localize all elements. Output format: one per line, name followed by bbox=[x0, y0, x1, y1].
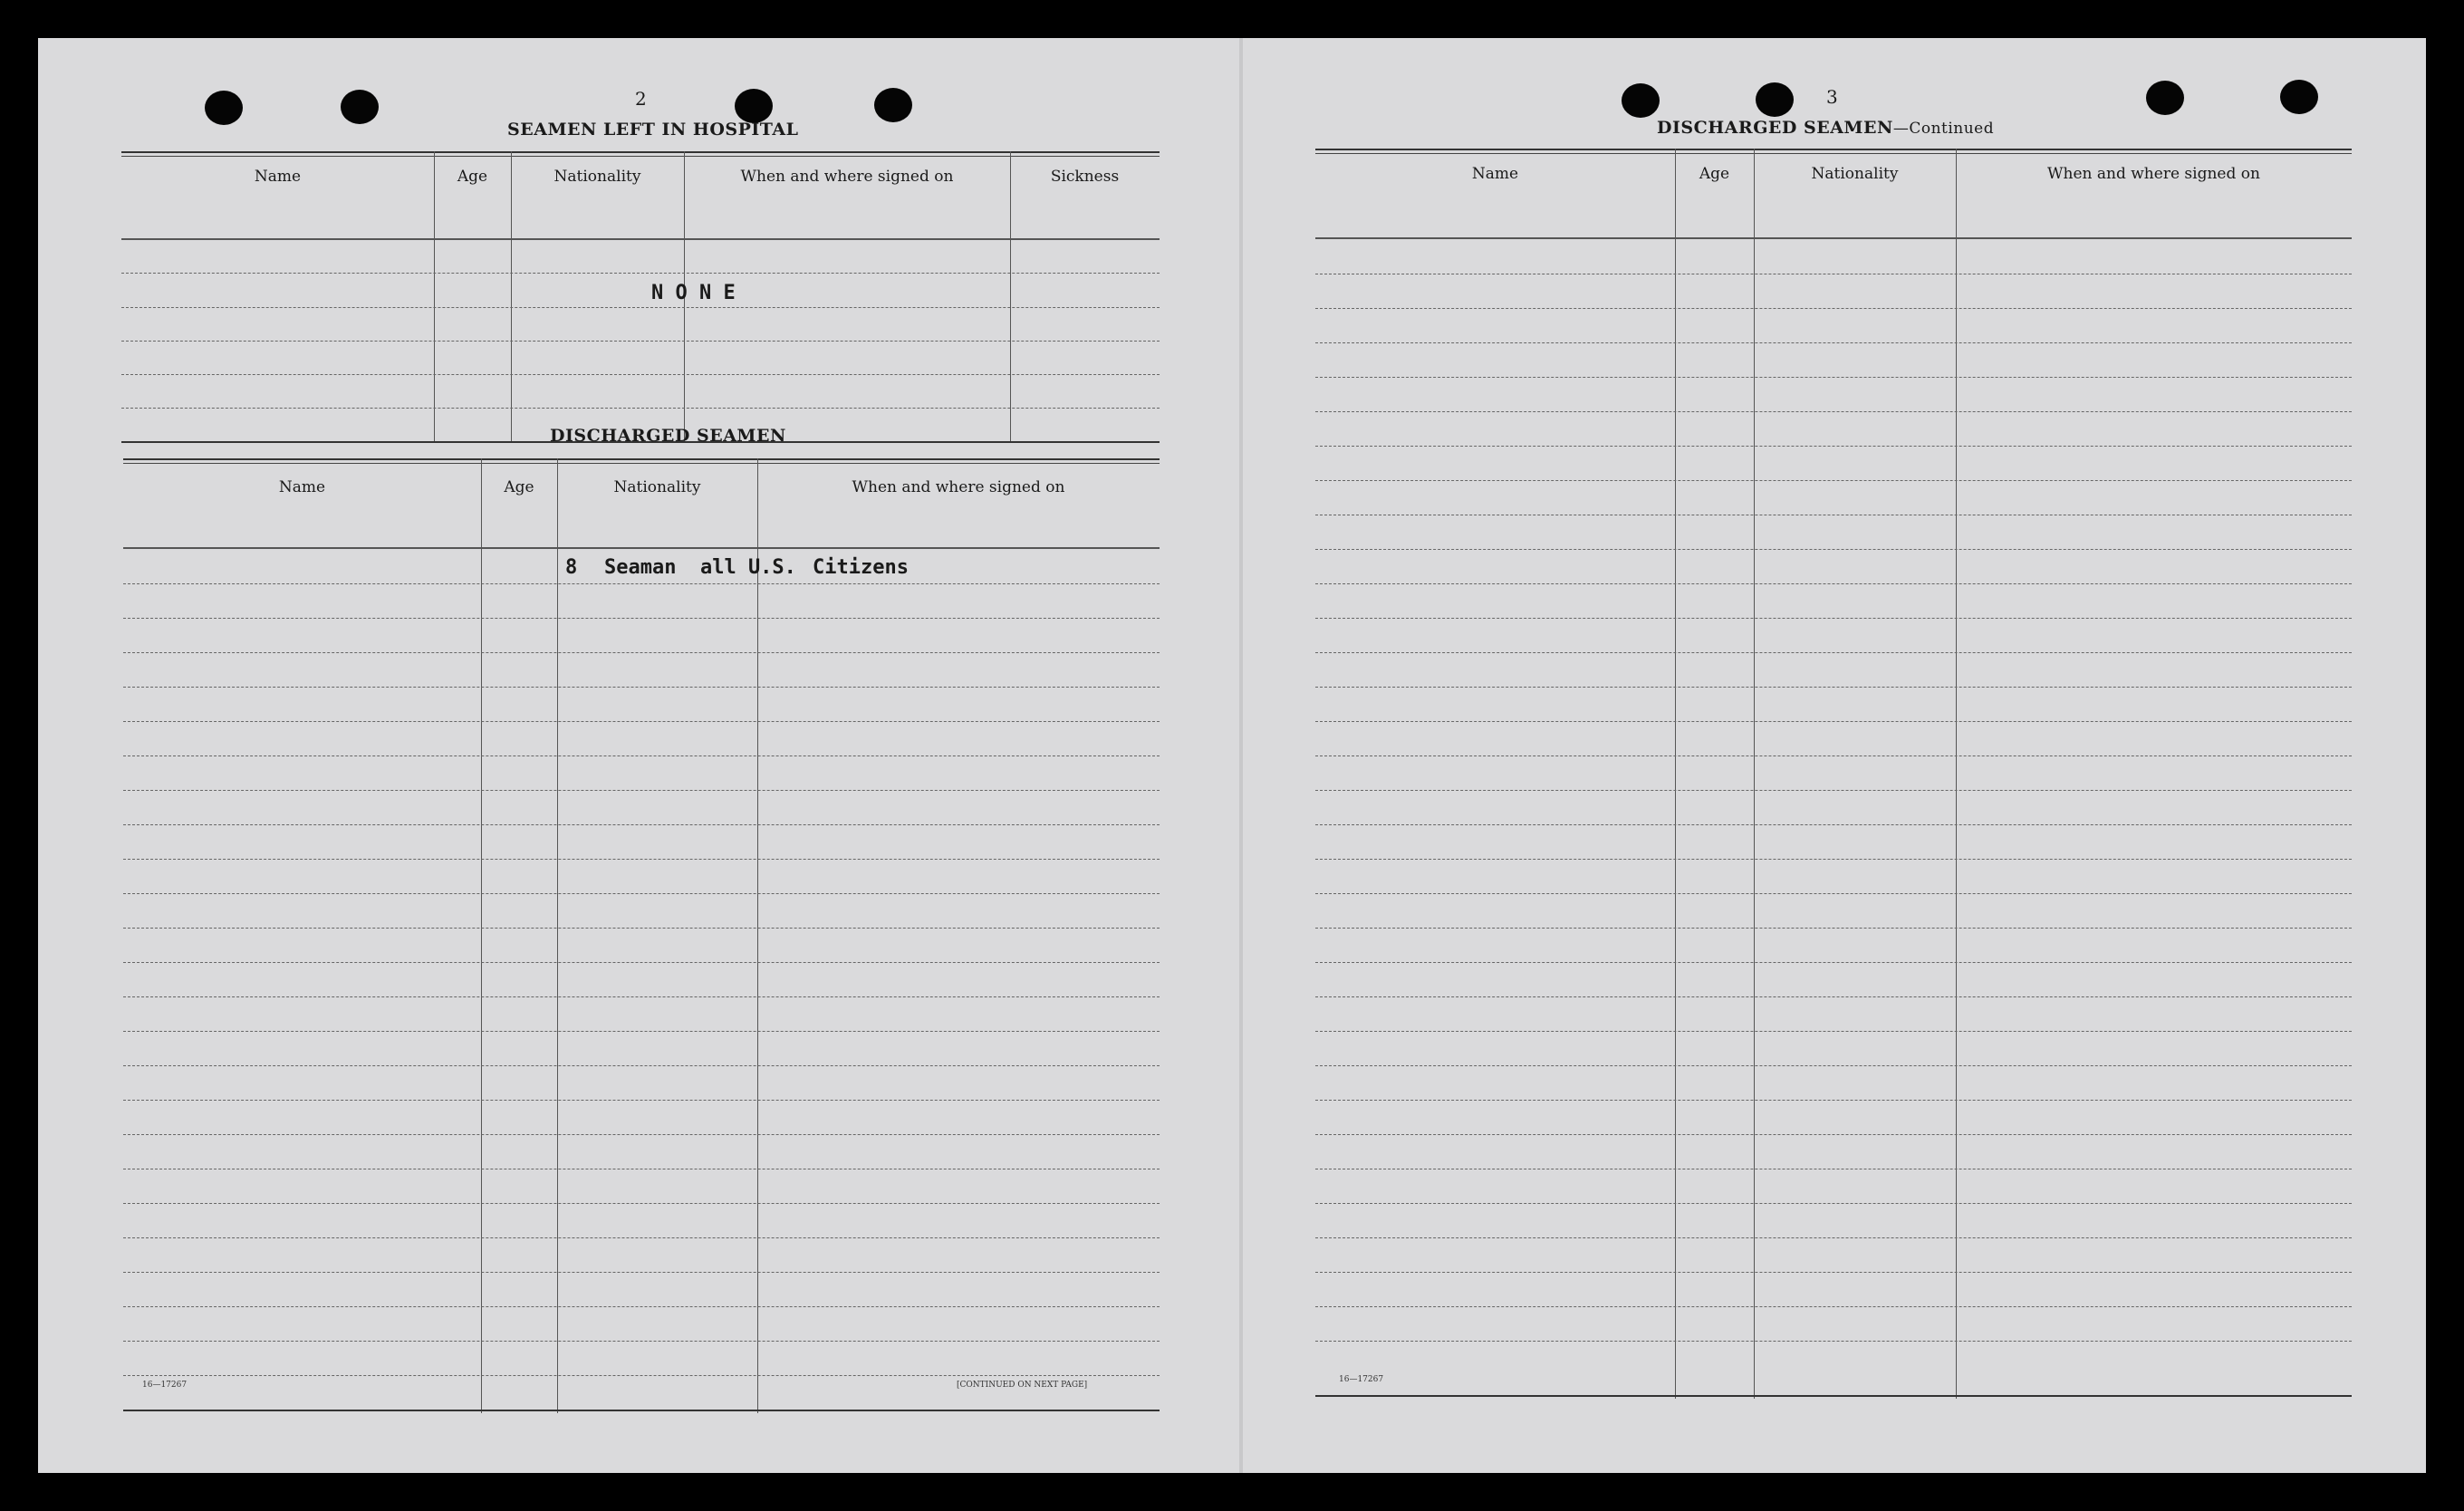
punch-hole bbox=[1756, 82, 1794, 117]
discharged-table-right bbox=[1315, 149, 2352, 1408]
punch-hole bbox=[735, 89, 773, 123]
left-page-number: 2 bbox=[635, 88, 647, 110]
page-fold bbox=[1239, 38, 1243, 1473]
hospital-entry-none: N O N E bbox=[651, 282, 736, 304]
hospital-col-signed-on: When and where signed on bbox=[740, 168, 954, 186]
punch-hole bbox=[2280, 80, 2318, 114]
discharged-entry-signed-on: Citizens bbox=[813, 556, 909, 579]
hospital-col-sickness: Sickness bbox=[1050, 168, 1120, 186]
right-footer-form-number: 16—17267 bbox=[1339, 1375, 1384, 1384]
right-section-title-main: DISCHARGED SEAMEN bbox=[1657, 118, 1893, 138]
right-col-signed-on: When and where signed on bbox=[2047, 165, 2260, 183]
hospital-table bbox=[121, 151, 1160, 450]
right-col-name: Name bbox=[1471, 165, 1519, 183]
punch-hole bbox=[1622, 83, 1660, 118]
right-section-title bbox=[1657, 118, 1994, 138]
punch-hole bbox=[341, 90, 379, 124]
discharged-section-title: DISCHARGED SEAMEN bbox=[550, 426, 786, 446]
ledger-sheet bbox=[38, 38, 2426, 1473]
discharged-entry-nationality: Seaman all U.S. bbox=[604, 556, 796, 579]
right-col-age: Age bbox=[1699, 165, 1730, 183]
punch-hole bbox=[205, 91, 243, 125]
right-page-number: 3 bbox=[1826, 86, 1838, 108]
left-footer-form-number: 16—17267 bbox=[142, 1381, 188, 1390]
discharged-col-nationality: Nationality bbox=[613, 478, 701, 496]
punch-hole bbox=[2146, 81, 2184, 115]
hospital-col-nationality: Nationality bbox=[553, 168, 641, 186]
discharged-entry-age: 8 bbox=[565, 556, 578, 579]
discharged-table-left bbox=[123, 458, 1160, 1419]
discharged-col-age: Age bbox=[504, 478, 534, 496]
hospital-col-age: Age bbox=[457, 168, 488, 186]
hospital-col-name: Name bbox=[254, 168, 302, 186]
discharged-col-signed-on: When and where signed on bbox=[852, 478, 1065, 496]
right-section-title-continued: —Continued bbox=[1892, 120, 1995, 138]
discharged-col-name: Name bbox=[278, 478, 326, 496]
hospital-section-title: SEAMEN LEFT IN HOSPITAL bbox=[507, 120, 799, 140]
left-footer-continued: [CONTINUED ON NEXT PAGE] bbox=[957, 1381, 1088, 1390]
right-col-nationality: Nationality bbox=[1811, 165, 1899, 183]
punch-hole bbox=[874, 88, 912, 122]
